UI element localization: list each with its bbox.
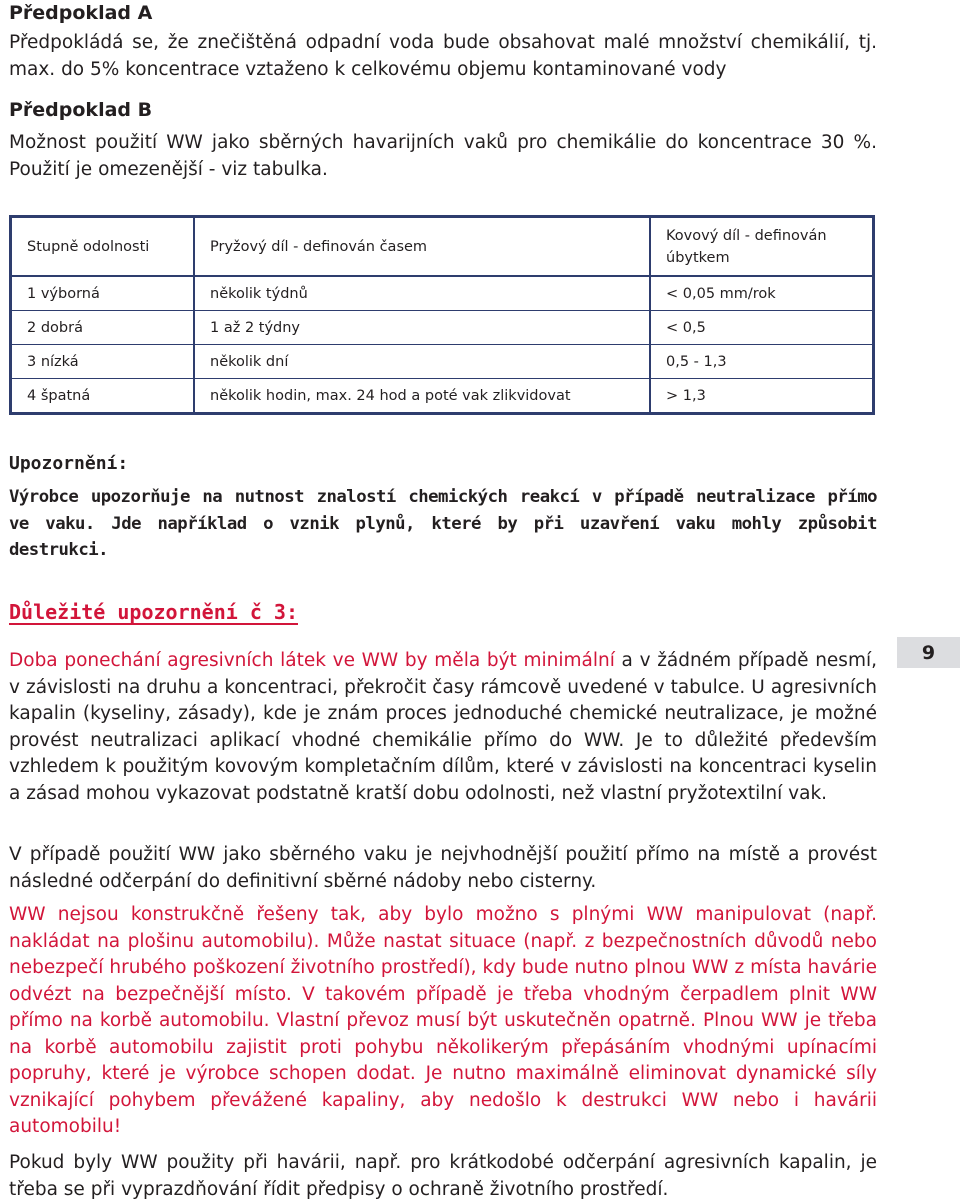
table-cell: 1 až 2 týdny (194, 311, 650, 345)
important-paragraph-4: Pokud byly WW použity při havárii, např. pro krátkodobé odčerpání agresivních kapalin, je třeba se při vyprazdňování řídit předpisy o ochraně životního prostředí. (9, 1152, 877, 1200)
header-rubber-part: Pryžový díl - definován časem (194, 217, 650, 277)
assumption-a-title: Předpoklad A (9, 2, 153, 24)
table-header-row (11, 217, 874, 277)
table-row (11, 345, 874, 379)
important-notice-title: Důležité upozornění č 3: (9, 600, 298, 624)
assumption-b-title: Předpoklad B (9, 99, 153, 121)
table-cell: několik týdnů (194, 276, 650, 311)
assumption-b-text: Možnost použití WW jako sběrných havarijních vaků pro chemikálie do koncentrace 30 %. Použití je omezenější - viz tabulka. (9, 132, 877, 180)
page-number-tab: 9 (897, 637, 960, 668)
table-cell: několik hodin, max. 24 hod a poté vak zlikvidovat (194, 379, 650, 414)
table-row (11, 276, 874, 311)
table-cell: 1 výborná (11, 276, 195, 311)
header-metal-part: Kovový díl - definován úbytkem (650, 217, 874, 277)
table-cell: několik dní (194, 345, 650, 379)
warning-text: Výrobce upozorňuje na nutnost znalostí chemických reakcí v případě neutralizace přímo ve vaku. Jde například o vznik plynů, které by při uzavření vaku mohly způsobit destrukci. (9, 487, 877, 560)
important-emphasis: Doba ponechání agresivních látek ve WW by měla být minimální (9, 650, 615, 671)
important-paragraph-2: V případě použití WW jako sběrného vaku je nejvhodnější použití přímo na místě a provést následné odčerpání do definitivní sběrné nádoby nebo cisterny. (9, 844, 877, 892)
table-cell: 0,5 - 1,3 (650, 345, 874, 379)
warning-title: Upozornění: (9, 453, 129, 474)
table-cell: < 0,05 mm/rok (650, 276, 874, 311)
important-paragraph-1-rest: a v žádném případě nesmí, v závislosti na druhu a koncentraci, překročit časy rámcově uvedené v tabulce. U agresivních kapalin (kyseliny, zásady), kde je znám proces jednoduché chemické neutralizace, je možné provést neutralizaci aplikací vhodné chemikálie přímo do WW. Je to důležité především vzhledem k použitým kovovým kompletačním dílům, které v závislosti na koncentraci kyselin a zásad mohou vykazovat podstatně kratší dobu odolnosti, než vlastní pryžotextilní vak. (9, 650, 877, 804)
table-cell: > 1,3 (650, 379, 874, 414)
important-paragraph-3: WW nejsou konstrukčně řešeny tak, aby bylo možno s plnými WW manipulovat (např. nakládat na plošinu automobilu). Může nastat situace (např. z bezpečnostních důvodů nebo nebezpečí hrubého poškození životního prostředí), kdy bude nutno plnou WW z místa havárie odvézt na bezpečnější místo. V takovém případě je třeba vhodným čerpadlem plnit WW přímo na korbě automobilu. Vlastní převoz musí být uskutečněn opatrně. Plnou WW je třeba na korbě automobilu zajistit proti pohybu několikerým přepásáním vhodnými upínacími popruhy, které je výrobce schopen dodat. Je nutno maximálně eliminovat dynamické síly vznikající pohybem převážené kapaliny, aby nedošlo k destrukci WW nebo i havárii automobilu! (9, 904, 877, 1137)
assumption-a-text: Předpokládá se, že znečištěná odpadní voda bude obsahovat malé množství chemikálií, tj. max. do 5% koncentrace vztaženo k celkovému objemu kontaminované vody (9, 32, 877, 80)
header-resistance-grade: Stupně odolnosti (11, 217, 195, 277)
table-row (11, 311, 874, 345)
table-cell: 4 špatná (11, 379, 195, 414)
table-cell: < 0,5 (650, 311, 874, 345)
table-row (11, 379, 874, 414)
table-cell: 3 nízká (11, 345, 195, 379)
table-cell: 2 dobrá (11, 311, 195, 345)
important-paragraph-1 (9, 648, 877, 807)
resistance-table (9, 215, 875, 415)
